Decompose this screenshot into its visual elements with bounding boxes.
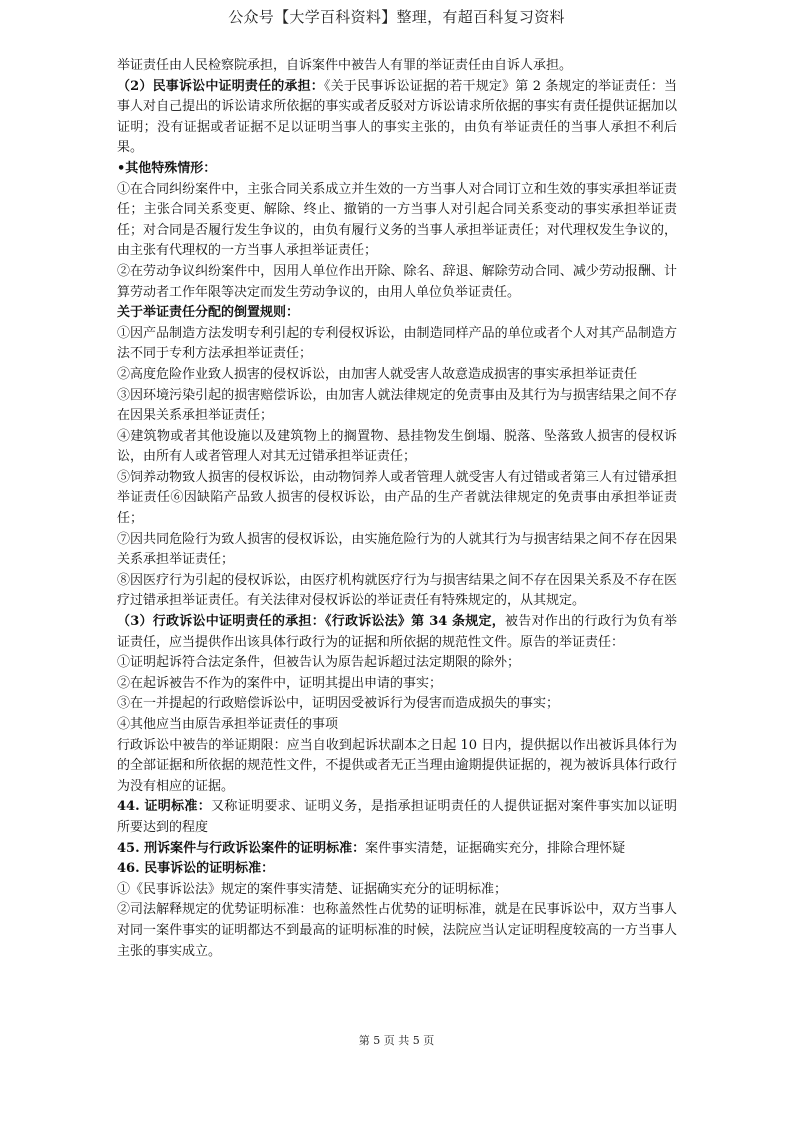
paragraph-text: ②高度危险作业致人损害的侵权诉讼，由加害人就受害人故意造成损害的事实承担举证责任 [117, 366, 638, 382]
paragraph [117, 571, 677, 612]
document-body [117, 56, 677, 962]
bold-lead: 46. 民事诉讼的证明标准： [117, 861, 275, 877]
bold-lead: （3）行政诉讼中证明责任的承担：《行政诉讼法》第 34 条规定， [117, 614, 506, 630]
paragraph [117, 880, 677, 901]
paragraph [117, 797, 677, 838]
paragraph [117, 900, 677, 962]
paragraph [117, 427, 677, 468]
bold-lead: 44. 证明标准： [117, 799, 212, 815]
paragraph-text: ②在劳动争议纠纷案件中，因用人单位作出开除、除名、辞退、解除劳动合同、减少劳动报酬、计算劳动者工作年限等决定而发生劳动争议的，由用人单位负举证责任。 [117, 263, 677, 300]
paragraph-text: ③在一并提起的行政赔偿诉讼中，证明因受被诉行为侵害而造成损失的事实； [117, 696, 560, 712]
paragraph [117, 303, 677, 324]
page-footer: 第 5 页 共 5 页 [358, 1034, 435, 1047]
paragraph [117, 715, 677, 736]
bold-lead: •其他特殊情形： [117, 160, 217, 176]
paragraph [117, 694, 677, 715]
paragraph-text: ⑧因医疗行为引起的侵权诉讼，由医疗机构就医疗行为与损害结果之间不存在因果关系及不存在医疗过错承担举证责任。有关法律对侵权诉讼的举证责任有特殊规定的，从其规定。 [117, 572, 677, 609]
paragraph-text: ④建筑物或者其他设施以及建筑物上的搁置物、悬挂物发生倒塌、脱落、坠落致人损害的侵权诉讼，由所有人或者管理人对其无过错承担举证责任； [117, 428, 677, 465]
paragraph [117, 468, 677, 530]
paragraph-text: ②司法解释规定的优势证明标准：也称盖然性占优势的证明标准，就是在民事诉讼中，双方当事人对同一案件事实的证明都达不到最高的证明标准的时候，法院应当认定证明程度较高的一方当事人主张的事实成立。 [117, 902, 677, 959]
paragraph-text: ③因环境污染引起的损害赔偿诉讼，由加害人就法律规定的免责事由及其行为与损害结果之间不存在因果关系承担举证责任； [117, 387, 677, 424]
paragraph [117, 530, 677, 571]
paragraph [117, 324, 677, 365]
bold-lead: 45. 刑诉案件与行政诉讼案件的证明标准： [117, 840, 366, 856]
paragraph-text: ⑤饲养动物致人损害的侵权诉讼，由动物饲养人或者管理人就受害人有过错或者第三人有过错承担举证责任⑥因缺陷产品致人损害的侵权诉讼，由产品的生产者就法律规定的免责事由承担举证责任； [117, 469, 677, 527]
paragraph [117, 262, 677, 303]
paragraph [117, 365, 677, 386]
paragraph-text: 又称证明要求、证明义务，是指承担证明责任的人提供证据对案件事实加以证明所要达到的程度 [117, 799, 677, 835]
paragraph [117, 859, 677, 880]
paragraph [117, 159, 677, 180]
paragraph [117, 180, 677, 262]
paragraph-text: ②在起诉被告不作为的案件中，证明其提出申请的事实； [117, 675, 443, 691]
page-header: 公众号【大学百科资料】整理，有超百科复习资料 [228, 8, 565, 26]
paragraph-text: ①证明起诉符合法定条件，但被告认为原告起诉超过法定期限的除外； [117, 655, 521, 671]
paragraph [117, 653, 677, 674]
paragraph [117, 736, 677, 798]
paragraph-text: 行政诉讼中被告的举证期限：应当自收到起诉状副本之日起 10 日内，提供据以作出被诉具体行为的全部证据和所依据的规范性文件，不提供或者无正当理由逾期提供证据的，视为被诉具体行政行为没有相应的证据。 [117, 737, 677, 794]
paragraph-text: ①在合同纠纷案件中，主张合同关系成立并生效的一方当事人对合同订立和生效的事实承担举证责任；主张合同关系变更、解除、终止、撤销的一方当事人对引起合同关系变动的事实承担举证责任；对合同是否履行发生争议的，由负有履行义务的当事人承担举证责任；对代理权发生争议的，由主张有代理权的一方当事人承担举证责任； [117, 181, 677, 259]
paragraph-text: 《关于民事诉讼证据的若干规定》第 2 条规定的举证责任：当事人对自己提出的诉讼请求所依据的事实或者反驳对方诉讼请求所依据的事实有责任提供证据加以证明；没有证据或者证据不足以证明当事人的事实主张的，由负有举证责任的当事人承担不利后果。 [117, 78, 678, 156]
bold-lead: （2）民事诉讼中证明责任的承担： [117, 78, 324, 94]
paragraph-text: ④其他应当由原告承担举证责任的事项 [117, 717, 339, 732]
paragraph [117, 77, 677, 159]
paragraph-text: 被告对作出的行政行为负有举证责任，应当提供作出该具体行政行为的证据和所依据的规范性文件。原告的举证责任： [117, 614, 677, 650]
paragraph-text: 举证责任由人民检察院承担，自诉案件中被告人有罪的举证责任由自诉人承担。 [117, 58, 573, 73]
paragraph-text: ①因产品制造方法发明专利引起的专利侵权诉讼，由制造同样产品的单位或者个人对其产品制造方法不同于专利方法承担举证责任； [117, 325, 677, 362]
paragraph [117, 839, 677, 860]
bold-lead: 关于举证责任分配的倒置规则： [117, 305, 300, 321]
paragraph-text: ①《民事诉讼法》规定的案件事实清楚、证据确实充分的证明标准； [117, 881, 508, 897]
paragraph-text: ⑦因共同危险行为致人损害的侵权诉讼，由实施危险行为的人就其行为与损害结果之间不存在因果关系承担举证责任； [117, 531, 677, 568]
paragraph [117, 674, 677, 695]
paragraph [117, 612, 677, 653]
paragraph [117, 56, 677, 77]
paragraph-text: 案件事实清楚，证据确实充分，排除合理怀疑 [365, 840, 626, 856]
paragraph [117, 386, 677, 427]
